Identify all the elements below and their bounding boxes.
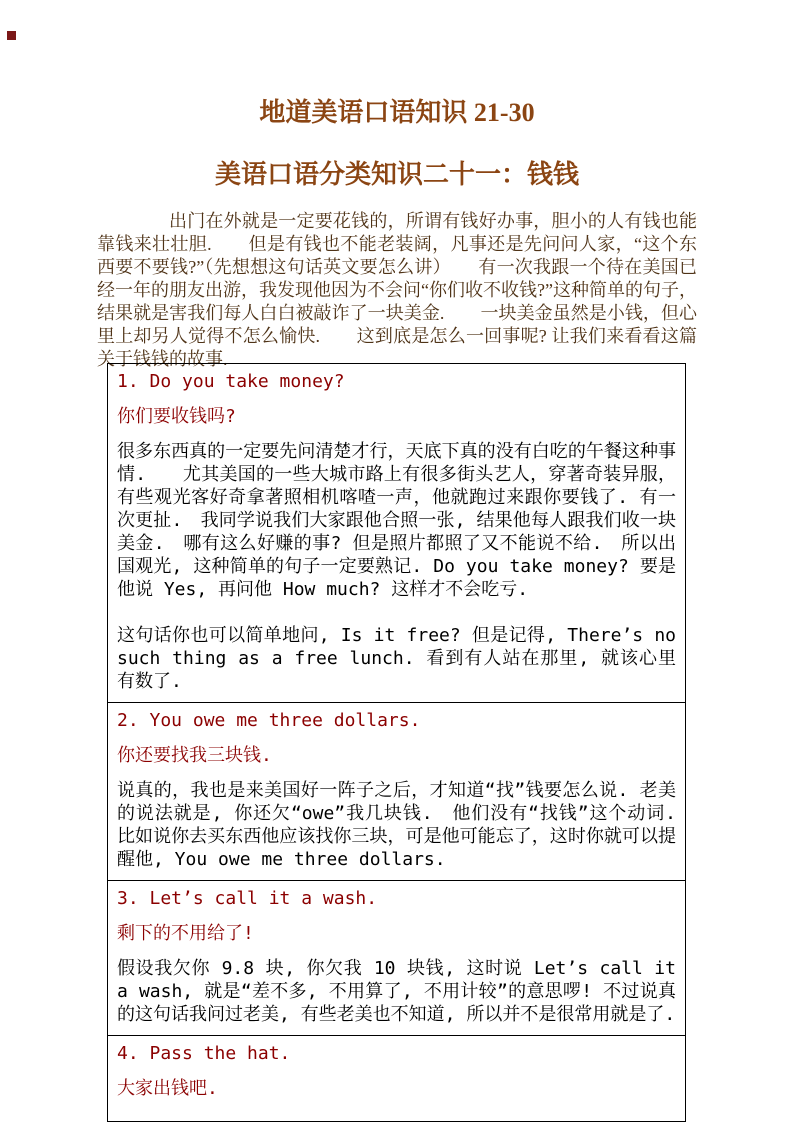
- page-subtitle: 美语口语分类知识二十一：钱钱: [214, 160, 579, 189]
- table-row: [108, 703, 686, 881]
- phrase-cell-2: [108, 703, 686, 881]
- phrases-table: [107, 363, 686, 1122]
- intro-paragraph: 出门在外就是一定要花钱的，所谓有钱好办事，胆小的人有钱也能靠钱来壮壮胆. 但是有钱也不能老装阔，凡事还是先问问人家，“这个东西要不要钱?”（先想想这句话英文要怎么讲） 有一次我跟一个待在美国已经一年的朋友出游，我发现他因为不会问“你们收不收钱?”这种简单的句子，结果就是害我们每人白白被敲诈了一块美金. 一块美金虽然是小钱，但心里上却另人觉得不怎么愉快. 这到底是怎么一回事呢? 让我们来看看这篇关于钱钱的故事.: [97, 211, 697, 369]
- phrase-cell-1: [108, 364, 686, 703]
- phrase-english-heading: 1. Do you take money?: [117, 371, 345, 392]
- phrase-explanation: 这句话你也可以简单地问, Is it free? 但是记得, There’s no such thing as a free lunch. 看到有人站在那里, 就该心里有数了.: [117, 625, 676, 692]
- phrase-cell-3: [108, 881, 686, 1036]
- phrase-cell-4: [108, 1036, 686, 1122]
- phrase-chinese-translation: 大家出钱吧.: [117, 1078, 218, 1099]
- page-title: 地道美语口语知识 21-30: [259, 98, 535, 127]
- phrase-explanation: 假设我欠你 9.8 块, 你欠我 10 块钱, 这时说 Let’s call it a wash, 就是“差不多, 不用算了, 不用计较”的意思啰! 不过说真的这句话我问过老美, 有些老美也不知道, 所以并不是很常用就是了.: [117, 958, 676, 1025]
- phrase-explanation: 很多东西真的一定要先问清楚才行，天底下真的没有白吃的午餐这种事情. 尤其美国的一些大城市路上有很多街头艺人，穿著奇装异服，有些观光客好奇拿著照相机喀喳一声，他就跑过来跟你要钱了. 有一次更扯. 我同学说我们大家跟他合照一张, 结果他每人跟我们收一块美金. 哪有这么好赚的事? 但是照片都照了又不能说不给. 所以出国观光, 这种简单的句子一定要熟记. Do you take money? 要是他说 Yes, 再问他 How much? 这样才不会吃亏.: [117, 441, 676, 600]
- phrase-english-heading: 4. Pass the hat.: [117, 1043, 291, 1064]
- phrase-chinese-translation: 剩下的不用给了!: [117, 923, 254, 944]
- phrase-chinese-translation: 你们要收钱吗?: [117, 406, 236, 427]
- phrase-english-heading: 3. Let’s call it a wash.: [117, 888, 378, 909]
- table-row: [108, 1036, 686, 1122]
- table-row: [108, 364, 686, 703]
- page-corner-marker: [7, 31, 16, 40]
- table-row: [108, 881, 686, 1036]
- phrase-english-heading: 2. You owe me three dollars.: [117, 710, 421, 731]
- phrase-explanation: 说真的，我也是来美国好一阵子之后，才知道“找”钱要怎么说. 老美的说法就是, 你还欠“owe”我几块钱. 他们没有“找钱”这个动词. 比如说你去买东西他应该找你三块，可是他可能忘了，这时你就可以提醒他, You owe me three dollars.: [117, 780, 676, 870]
- phrase-chinese-translation: 你还要找我三块钱.: [117, 745, 272, 766]
